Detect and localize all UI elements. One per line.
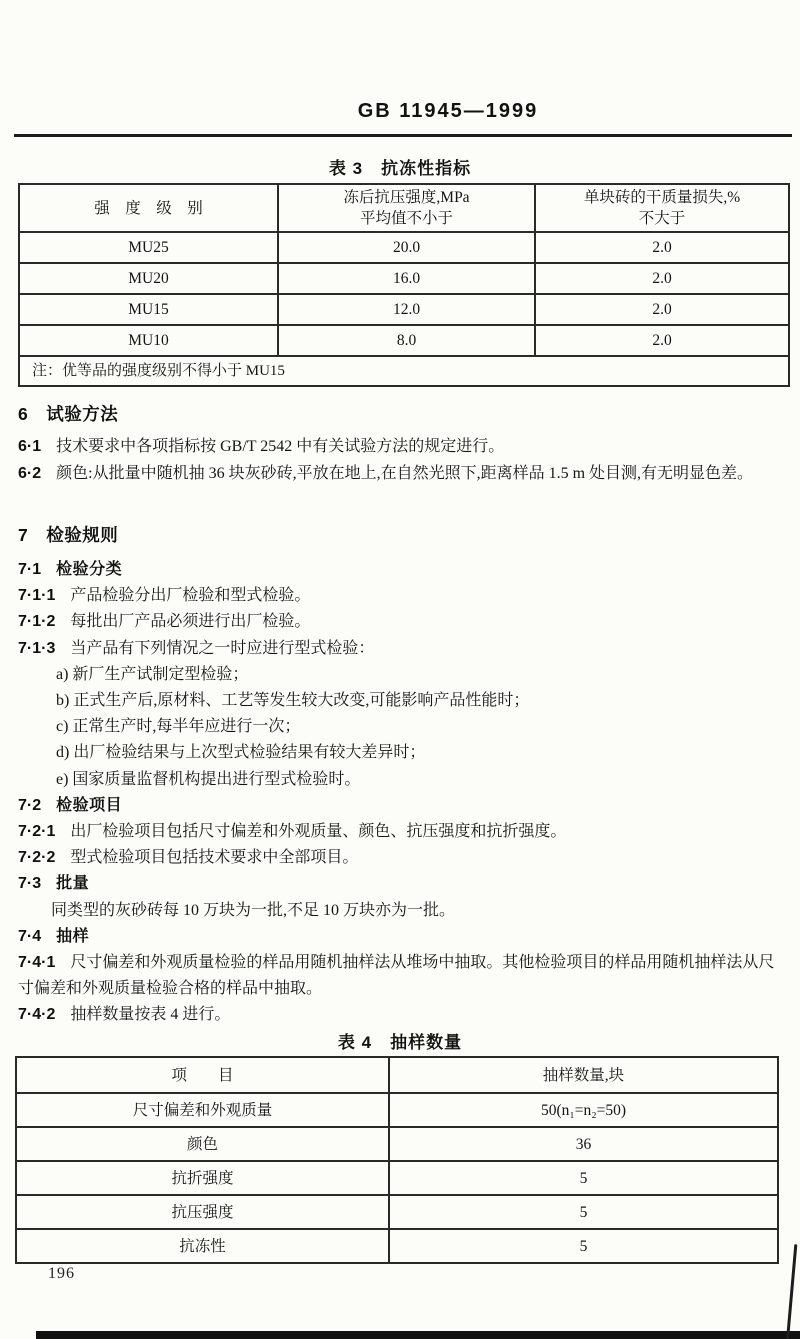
clause-number: 7·2: [18, 796, 42, 814]
clause-7-1-2: [18, 609, 784, 635]
clause-number: 7·3: [18, 875, 42, 893]
clause-number: 7·1·2: [18, 613, 56, 631]
grade-cell: MU20: [19, 263, 278, 294]
clause-number: 7·4·2: [18, 1006, 56, 1024]
clause-number: 7·1: [18, 561, 42, 578]
section6-heading: 6 试验方法: [18, 404, 119, 424]
grade-cell: MU10: [19, 325, 278, 356]
clause-7-4-1: [18, 950, 784, 1002]
strength-cell: 12.0: [278, 294, 535, 325]
clause-text: 当产品有下列情况之一时应进行型式检验：: [70, 639, 375, 657]
clause-number: 6·1: [18, 438, 42, 455]
clause-7-1: [18, 557, 784, 583]
clause-6-1: [18, 433, 784, 460]
strength-cell: 20.0: [278, 232, 535, 263]
header-rule: [14, 134, 792, 137]
list-item-text: c) 正常生产时,每半年应进行一次；: [56, 718, 301, 736]
qty-cell: 5: [389, 1161, 778, 1195]
clause-text: 产品检验分出厂检验和型式检验。: [70, 587, 311, 605]
page-number: 196: [48, 1265, 75, 1282]
qty-cell: 5: [389, 1229, 778, 1263]
clause-number: 7·2·2: [18, 849, 56, 867]
list-item-text: e) 国家质量监督机构提出进行型式检验时。: [56, 770, 361, 788]
clause-text: 批量: [56, 875, 90, 893]
table4-caption: 表 4 抽样数量: [337, 1033, 463, 1052]
clause-7-3: [18, 871, 784, 897]
table3-header-row: [19, 184, 789, 232]
loss-cell: 2.0: [535, 325, 789, 356]
item-cell: 颜色: [16, 1127, 389, 1161]
item-cell: 抗压强度: [16, 1195, 389, 1229]
clause-7-1-3: [18, 636, 784, 662]
table-row: [19, 294, 789, 325]
clause-text: 同类型的灰砂砖每 10 万块为一批,不足 10 万块亦为一批。: [51, 901, 456, 919]
table-row: [19, 232, 789, 263]
grade-cell: MU25: [19, 232, 278, 263]
table-row: [16, 1229, 778, 1263]
table-row: [16, 1161, 778, 1195]
table3-caption: 表 3 抗冻性指标: [328, 159, 472, 178]
table-row: [19, 263, 789, 294]
clause-number: 7·4: [18, 927, 42, 945]
clause-number: 7·4·1: [18, 954, 56, 972]
clause-7-2-1: [18, 819, 784, 845]
clause-6-2: [18, 460, 784, 487]
grade-cell: MU15: [19, 294, 278, 325]
qty-cell: 50(n₁=n₂=50): [389, 1093, 778, 1127]
clause-7-4: [18, 924, 784, 950]
clause-number: 7·1·1: [18, 587, 56, 605]
table3-note: 注：优等品的强度级别不得小于 MU15: [19, 356, 789, 386]
item-cell: 尺寸偏差和外观质量: [16, 1093, 389, 1127]
section7-heading: 7 检验规则: [18, 525, 119, 545]
list-item-e: [18, 767, 784, 793]
list-item-text: b) 正式生产后,原材料、工艺等发生较大改变,可能影响产品性能时；: [56, 692, 530, 710]
table-row: [19, 325, 789, 356]
table3-header-grade: 强 度 级 别: [19, 184, 278, 232]
table3-header-strength: [278, 184, 535, 232]
table3-header-loss: [535, 184, 789, 232]
list-item-text: d) 出厂检验结果与上次型式检验结果有较大差异时；: [56, 744, 426, 762]
clause-7-2: [18, 793, 784, 819]
clause-text: 每批出厂产品必须进行出厂检验。: [70, 613, 311, 631]
table3-header-loss-line2: 不大于: [638, 210, 686, 227]
table4-header-item: 项 目: [16, 1057, 389, 1093]
loss-cell: 2.0: [535, 263, 789, 294]
table4-sampling-quantity: [15, 1056, 779, 1264]
table3-header-strength-line1: 冻后抗压强度,MPa: [343, 189, 470, 206]
loss-cell: 2.0: [535, 294, 789, 325]
table4-header-qty: 抽样数量,块: [389, 1057, 778, 1093]
clause-7-1-1: [18, 583, 784, 609]
clause-text: 抽样: [56, 927, 90, 945]
clause-text: 尺寸偏差和外观质量检验的样品用随机抽样法从堆场中抽取。其他检验项目的样品用随机抽样法从尺寸偏差和外观质量检验合格的样品中抽取。: [18, 954, 775, 998]
clause-text: 出厂检验项目包括尺寸偏差和外观质量、颜色、抗压强度和抗折强度。: [70, 823, 567, 841]
table4-header-row: [16, 1057, 778, 1093]
table-row: [16, 1127, 778, 1161]
clause-text: 技术要求中各项指标按 GB/T 2542 中有关试验方法的规定进行。: [56, 438, 505, 455]
clause-text: 检验分类: [56, 561, 123, 578]
clause-text: 检验项目: [56, 796, 123, 814]
strength-cell: 16.0: [278, 263, 535, 294]
clause-7-4-2: [18, 1002, 784, 1028]
clause-text: 型式检验项目包括技术要求中全部项目。: [70, 849, 359, 867]
clause-text: 颜色:从批量中随机抽 36 块灰砂砖,平放在地上,在自然光照下,距离样品 1.5 m 处目测,有无明显色差。: [56, 465, 754, 482]
table3-note-row: [19, 356, 789, 386]
table-row: [16, 1093, 778, 1127]
table3-header-strength-line2: 平均值不小于: [359, 210, 453, 227]
table3-header-loss-line1: 单块砖的干质量损失,%: [583, 189, 741, 206]
section7-body: [18, 557, 784, 1029]
standard-number: GB 11945—1999: [357, 100, 539, 122]
strength-cell: 8.0: [278, 325, 535, 356]
list-item-text: a) 新厂生产试制定型检验；: [56, 665, 249, 683]
scan-edge-artifact: [786, 1244, 798, 1339]
list-item-a: [18, 662, 784, 688]
qty-cell: 5: [389, 1195, 778, 1229]
clause-text: 抽样数量按表 4 进行。: [70, 1006, 231, 1024]
clause-number: 7·1·3: [18, 639, 56, 657]
clause-7-3-body: [18, 898, 784, 924]
table-row: [16, 1195, 778, 1229]
clause-7-2-2: [18, 845, 784, 871]
list-item-c: [18, 714, 784, 740]
loss-cell: 2.0: [535, 232, 789, 263]
clause-number: 7·2·1: [18, 823, 56, 841]
item-cell: 抗折强度: [16, 1161, 389, 1195]
list-item-b: [18, 688, 784, 714]
item-cell: 抗冻性: [16, 1229, 389, 1263]
list-item-d: [18, 740, 784, 766]
table3-frost-resistance: [18, 183, 790, 387]
qty-cell: 36: [389, 1127, 778, 1161]
clause-number: 6·2: [18, 465, 42, 482]
scan-bottom-bar: [36, 1331, 800, 1339]
